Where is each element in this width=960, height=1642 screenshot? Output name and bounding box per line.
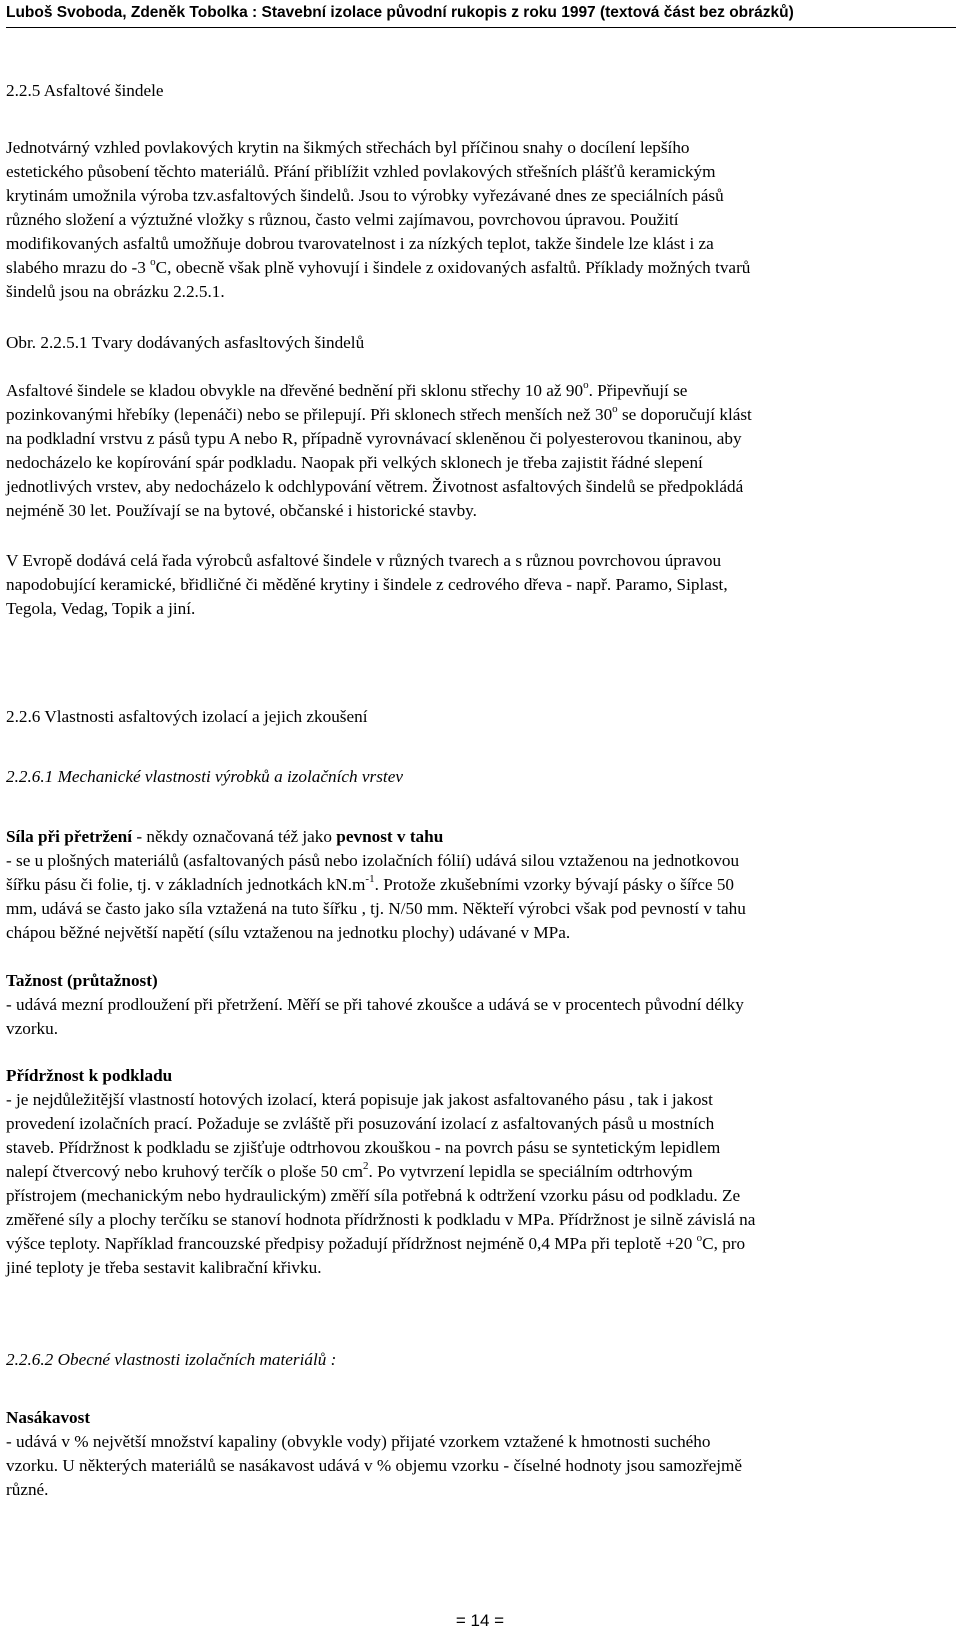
section-heading-2-2-6: 2.2.6 Vlastnosti asfaltových izolací a jejich zkoušení	[6, 707, 368, 726]
paragraph-shingles-intro: Jednotvárný vzhled povlakových krytin na šikmých střechách byl příčinou snahy o docílení lepšího estetického působení těchto materiálů. Přání přiblížit vzhled povlakových střešních plášťů keramickým krytinám umožnila výroba tzv.asfaltových šindelů. Jsou to výrobky vyřezávané dnes ze speciálních pásů různého složení a výztužné vložky s různou, často velmi zajímavou, povrchovou úpravou. Použití modifikovaných asfaltů umožňuje dobrou tvarovatelnost i za nízkých teplot, takže šindele lze klást i za slabého mrazu do -3 $^o$C, obecně však plně vyhovují i šindele z oxidovaných asfaltů. Příklady možných tvarů šindelů jsou na obrázku 2.2.5.1.	[6, 138, 751, 301]
term-elongation: Tažnost (průtažnost) - udává mezní prodloužení při přetržení. Měří se při tahové zkoušce a udává se v procentech původní délky vzorku.	[6, 971, 744, 1038]
term-adhesion: Přídržnost k podkladu - je nejdůležitější vlastností hotových izolací, která popisuje jak jakost asfaltovaného pásu , tak i jakost provedení izolačních prací. Požaduje se zvláště při posuzování izolací z asfaltovaných pásů u mostních staveb. Přídržnost k podkladu se zjišťuje odtrhovou zkouškou - na povrch pásu se syntetickým lepidlem nalepí čtvercový nebo kruhový terčík o ploše 50 $cm^2$. Po vytvrzení lepidla se speciálním odtrhovým přístrojem (mechanickým nebo hydraulickým) změří síla potřebná k odtržení vzorku pásu od podkladu. Ze změřené síly a plochy terčíku se stanoví hodnota přídržnosti k podkladu v MPa. Přídržnost je silně závislá na výšce teploty. Například francouzské předpisy požadují přídržnost nejméně 0,4 MPa při teplotě +20 $^o$C, pro jiné teploty je třeba sestavit kalibrační křivku.	[6, 1066, 756, 1277]
section-heading-2-2-5: 2.2.5 Asfaltové šindele	[6, 81, 164, 100]
paragraph-shingles-laying: Asfaltové šindele se kladou obvykle na dřevěné bednění při sklonu střechy 10 až 90$^o$. Připevňují se pozinkovanými hřebíky (lepenáči) nebo se přilepují. Při sklonech střech menších než 30$^o$ se doporučují klást na podkladní vrstvu z pásů typu A nebo R, případně vyrovnávací skleněnou či polyesterovou tkaninou, aby nedocházelo ke kopírování spár podkladu. Naopak při velkých sklonech je třeba zajistit řádné slepení jednotlivých vrstev, aby nedocházelo k odchlypování větrem. Životnost asfaltových šindelů se předpokládá nejméně 30 let. Používají se na bytové, občanské i historické stavby.	[6, 379, 752, 520]
paragraph-shingles-europe: V Evropě dodává celá řada výrobců asfaltové šindele v různých tvarech a s různou povrchovou úpravou napodobující keramické, břidličné či měděné krytiny i šindele z cedrového dřeva - např. Paramo, Siplast, Tegola, Vedag, Topik a jiní.	[6, 551, 728, 618]
page-number: = 14 =	[455, 1611, 505, 1630]
running-header: Luboš Svoboda, Zdeněk Tobolka : Stavební izolace původní rukopis z roku 1997 (textová část bez obrázků)	[6, 4, 956, 28]
subsection-heading-2-2-6-2: 2.2.6.2 Obecné vlastnosti izolačních materiálů :	[6, 1350, 337, 1369]
figure-caption: Obr. 2.2.5.1 Tvary dodávaných asfasltových šindelů	[6, 333, 365, 352]
subsection-heading-2-2-6-1: 2.2.6.1 Mechanické vlastnosti výrobků a izolačních vrstev	[6, 767, 403, 786]
term-breaking-force: Síla při přetržení - někdy označovaná též jako pevnost v tahu - se u plošných materiálů (asfaltovaných pásů nebo izolačních fólií) udává silou vztaženou na jednotkovou šířku pásu či folie, tj. v základních jednotkách $kN.m^{-1}$. Protože zkušebními vzorky bývají pásky o šířce 50 mm, udává se často jako síla vztažená na tuto šířku , tj. N/50 mm. Někteří výrobci však pod pevností v tahu chápou běžné největší napětí (sílu vztaženou na jednotku plochy) udávané v MPa.	[6, 827, 746, 942]
term-water-absorption: Nasákavost - udává v % největší množství kapaliny (obvykle vody) přijaté vzorkem vztažené k hmotnosti suchého vzorku. U některých materiálů se nasákavost udává v % objemu vzorku - číselné hodnoty jsou samozřejmě různé.	[6, 1408, 742, 1499]
